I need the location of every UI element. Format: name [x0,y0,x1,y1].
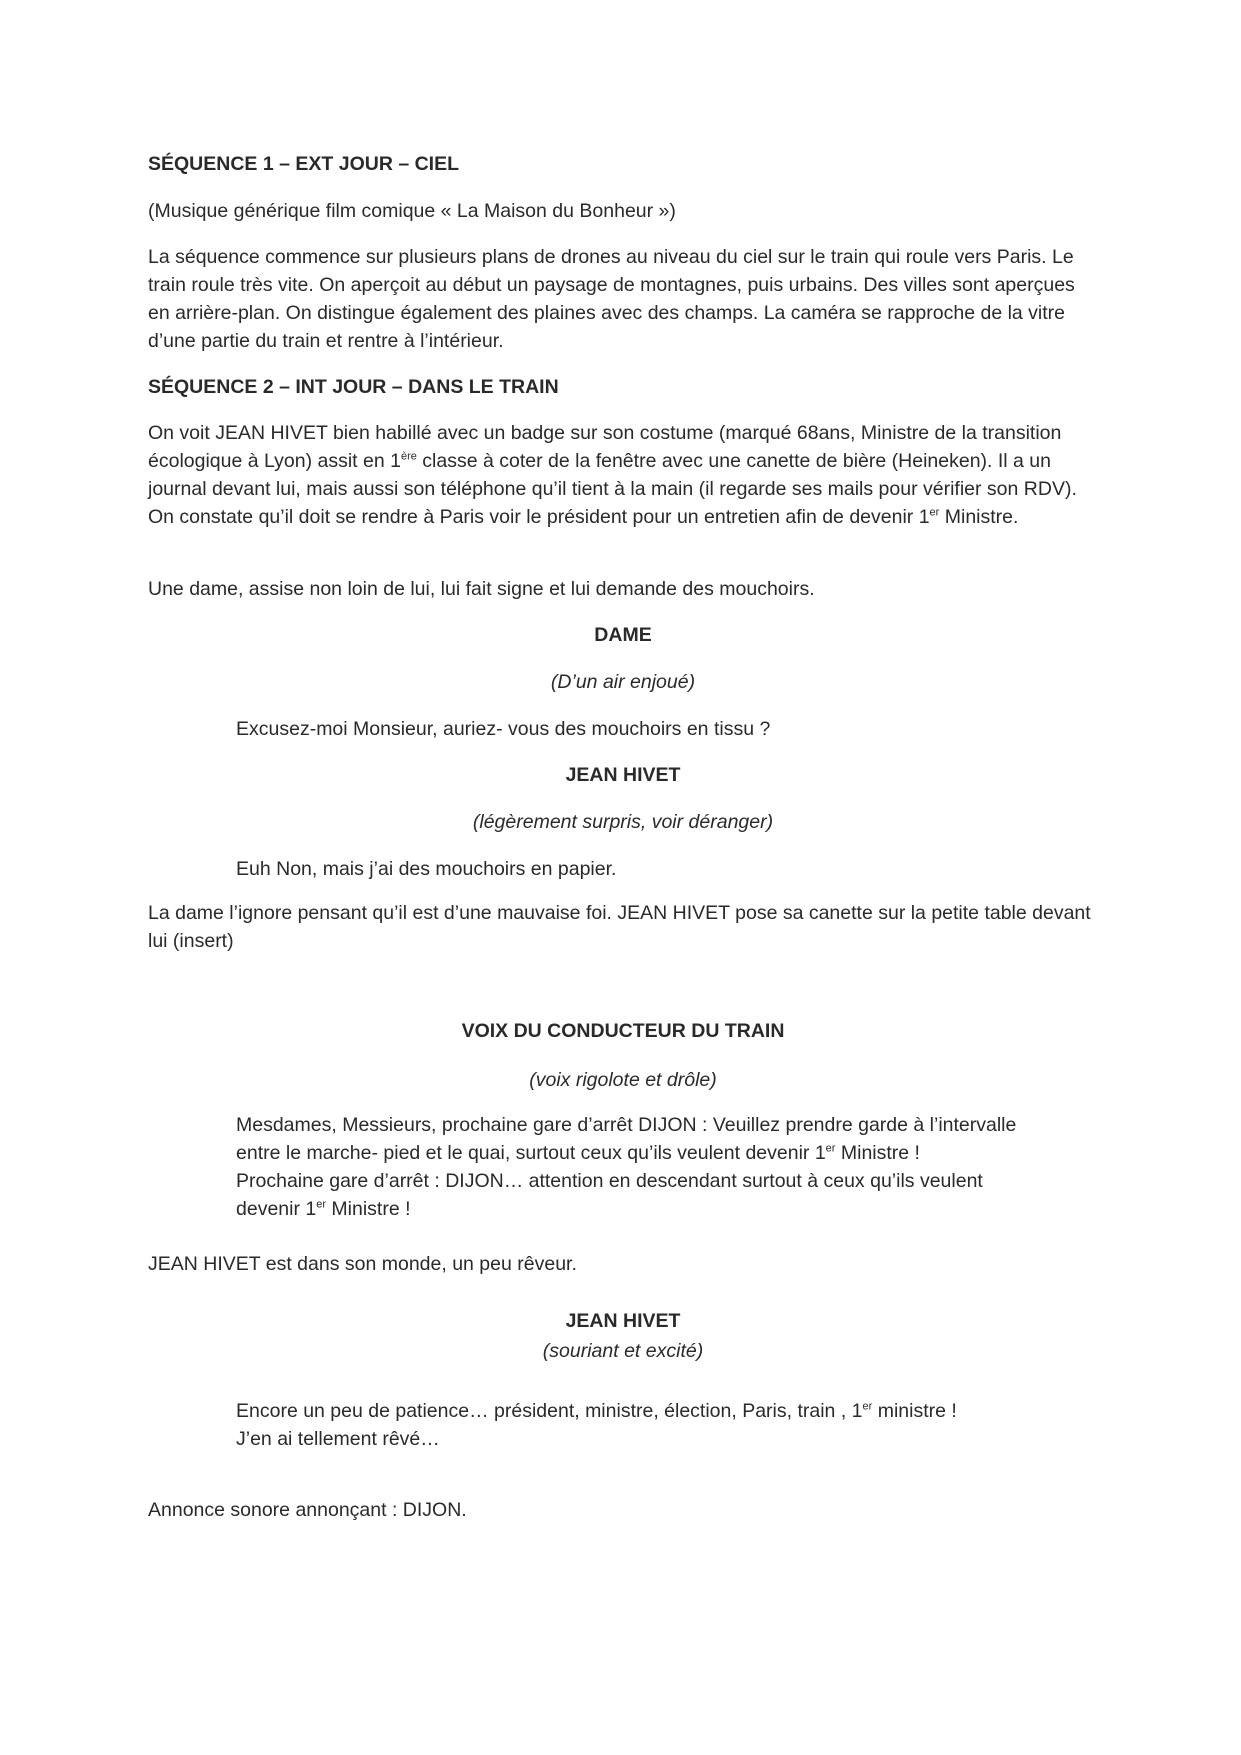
sequence-1-heading: SÉQUENCE 1 – EXT JOUR – CIEL [148,153,460,175]
dialogue-line: entre le marche- pied et le quai, surtout ceux qu’ils veulent devenir 1er Ministre ! [236,1142,920,1164]
parenthetical: (légèrement surpris, voir déranger) [472,811,774,833]
music-note: (Musique générique film comique « La Maison du Bonheur ») [148,200,676,222]
dialogue-line: Encore un peu de patience… président, ministre, élection, Paris, train , 1er ministre ! [236,1400,957,1422]
dialogue-line: devenir 1er Ministre ! [236,1198,411,1220]
dialogue-line: Excusez-moi Monsieur, auriez- vous des mouchoirs en tissu ? [236,718,771,740]
character-name-jean-hivet: JEAN HIVET [565,1310,681,1332]
parenthetical: (D’un air enjoué) [550,671,696,693]
action-line: La dame l’ignore pensant qu’il est d’une mauvaise foi. JEAN HIVET pose sa canette sur la petite table devant lui (insert) [148,902,1091,952]
dialogue-line: Prochaine gare d’arrêt : DIJON… attention en descendant surtout à ceux qu’ils veulent [236,1170,983,1192]
dialogue-block [236,1397,1096,1453]
parenthetical: (souriant et excité) [542,1340,704,1362]
character-name-dame: DAME [594,624,652,646]
character-name-jean-hivet: JEAN HIVET [565,764,681,786]
action-line: JEAN HIVET est dans son monde, un peu rêveur. [148,1253,577,1275]
character-name-conducteur: VOIX DU CONDUCTEUR DU TRAIN [461,1020,785,1042]
dialogue-line: Mesdames, Messieurs, prochaine gare d’arrêt DIJON : Veuillez prendre garde à l’intervalle [236,1114,1017,1136]
dialogue-block [236,1111,1096,1223]
sequence-1-description: La séquence commence sur plusieurs plans de drones au niveau du ciel sur le train qui roule vers Paris. Le train roule très vite. On aperçoit au début un paysage de montagnes, puis urbains. Des villes sont aperçues en arrière-plan. On distingue également des plaines avec des champs. La caméra se rapproche de la vitre d’une partie du train et rentre à l’intérieur. [148,246,1075,352]
dialogue-line: Euh Non, mais j’ai des mouchoirs en papier. [236,858,617,880]
action-line: Annonce sonore annonçant : DIJON. [148,1499,467,1521]
sequence-2-description: On voit JEAN HIVET bien habillé avec un badge sur son costume (marqué 68ans, Ministre de la transition écologique à Lyon) assit en 1ère classe à coter de la fenêtre avec une canette de bière (Heineken). Il a un journal devant lui, mais aussi son téléphone qu’il tient à la main (il regarde ses mails pour vérifier son RDV). On constate qu’il doit se rendre à Paris voir le président pour un entretien afin de devenir 1er Ministre. [148,422,1077,528]
parenthetical: (voix rigolote et drôle) [529,1069,717,1091]
dialogue-line: J’en ai tellement rêvé… [236,1428,440,1450]
action-line: Une dame, assise non loin de lui, lui fait signe et lui demande des mouchoirs. [148,578,815,600]
sequence-2-heading: SÉQUENCE 2 – INT JOUR – DANS LE TRAIN [148,376,559,398]
